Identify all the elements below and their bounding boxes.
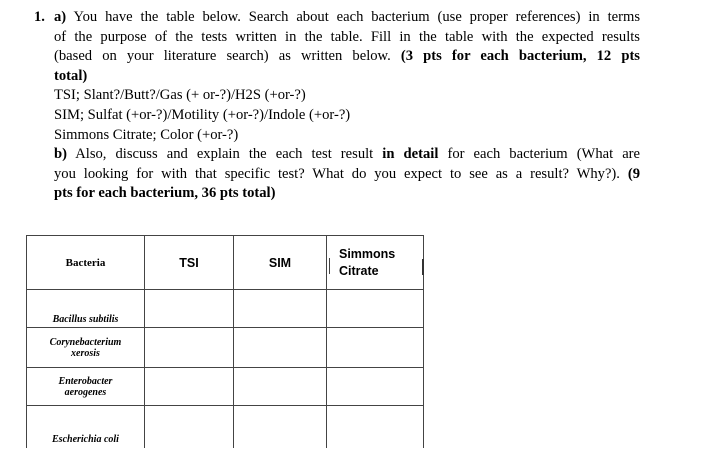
part-a-label: a)	[54, 9, 67, 25]
header-divider-mark	[329, 258, 330, 274]
simmons-result-cell[interactable]	[327, 290, 424, 328]
bacteria-name: Corynebacterium xerosis	[27, 328, 145, 368]
part-a-line-1-text: You have the table below. Search about each bacterium (use proper references) in terms	[73, 9, 641, 25]
part-b-label: b)	[54, 146, 67, 163]
tsi-result-cell[interactable]	[145, 328, 234, 368]
part-b-line-2: you looking for with that specific test? What do you expect to see as a result? Why?). (9	[54, 165, 640, 182]
bacteria-name: Escherichia coli	[27, 406, 145, 450]
part-a-line-2: of the purpose of the tests written in the table. Fill in the table with the expected results	[54, 28, 640, 45]
question-text	[34, 8, 640, 204]
table-row	[27, 328, 424, 368]
header-simmons-citrate: Simmons Citrate	[327, 236, 424, 290]
bacteria-results-table	[26, 235, 424, 450]
part-a-line-3: (based on your literature search) as written below. (3 pts for each bacterium, 12 pts	[54, 48, 640, 65]
sim-result-cell[interactable]	[234, 406, 327, 450]
table-edge-mark	[422, 259, 424, 275]
tsi-result-cell[interactable]	[145, 406, 234, 450]
bacteria-name: Enterobacter aerogenes	[27, 368, 145, 406]
header-bacteria: Bacteria	[27, 236, 145, 290]
tsi-result-cell[interactable]	[145, 290, 234, 328]
simmons-result-cell[interactable]	[327, 406, 424, 450]
header-tsi: TSI	[145, 236, 234, 290]
sim-result-cell[interactable]	[234, 368, 327, 406]
simmons-result-cell[interactable]	[327, 368, 424, 406]
table-header-row	[27, 236, 424, 290]
part-b-emphasis: in detail	[382, 146, 439, 163]
sim-result-cell[interactable]	[234, 328, 327, 368]
test-sim-description: SIM; Sulfat (+or-?)/Motility (+or-?)/Indole (+or-?)	[54, 106, 351, 123]
table-row	[27, 290, 424, 328]
part-a-points: (3 pts for each bacterium, 12 pts	[400, 48, 640, 65]
page-crop-edge	[0, 448, 721, 452]
simmons-result-cell[interactable]	[327, 328, 424, 368]
test-simmons-description: Simmons Citrate; Color (+or-?)	[54, 126, 239, 143]
sim-result-cell[interactable]	[234, 290, 327, 328]
table-row	[27, 368, 424, 406]
tsi-result-cell[interactable]	[145, 368, 234, 406]
part-b-points: pts for each bacterium, 36 pts total)	[54, 185, 276, 202]
bacteria-name: Bacillus subtilis	[27, 290, 145, 328]
part-b-line-1: b) Also, discuss and explain the each test result in detail for each bacterium (What are	[54, 146, 641, 163]
table-row	[27, 406, 424, 450]
part-a-points-end: total)	[54, 67, 88, 84]
part-a-line-1	[34, 8, 640, 28]
question-number: 1.	[34, 9, 45, 25]
test-tsi-description: TSI; Slant?/Butt?/Gas (+ or-?)/H2S (+or-?)	[54, 87, 306, 104]
header-sim: SIM	[234, 236, 327, 290]
